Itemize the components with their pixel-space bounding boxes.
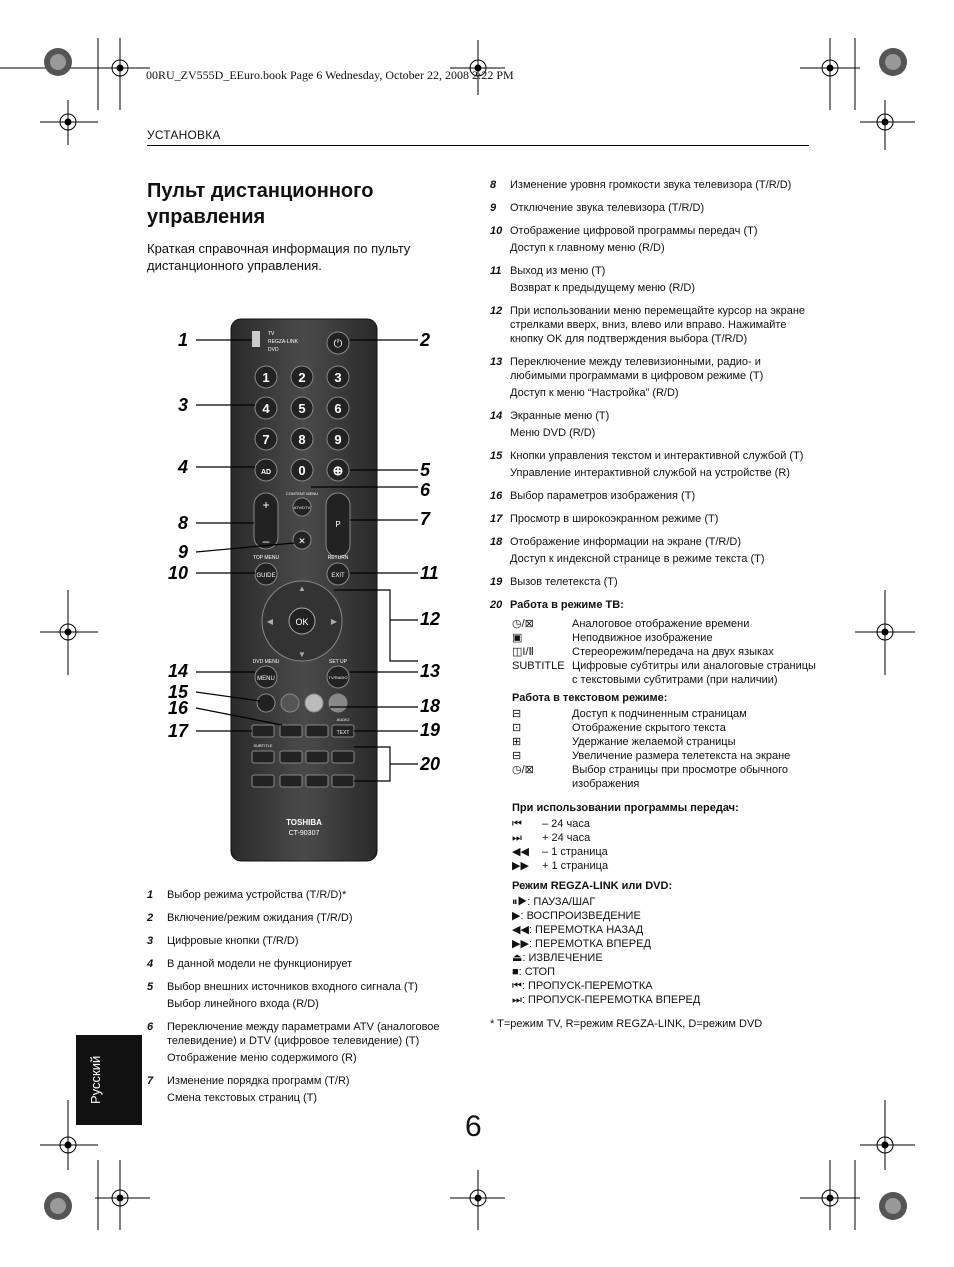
dvd-menu-label: DVD MENU [252,659,280,665]
digit-5: 5 [298,401,306,416]
list-item: 6 Переключение между параметрами ATV (аналоговое телевидение) и DTV (цифровое телевидение) (T) Отображение меню содержимого (R) [147,1021,440,1064]
callout-9: 9 [178,542,189,562]
guide-title: При использовании программы передач: [512,802,739,814]
callout-13: 13 [420,661,441,681]
digit-1: 1 [262,370,270,385]
header-rule [147,145,809,146]
callout-4: 4 [178,457,189,477]
digit-0: 0 [298,463,306,478]
list-item: 11 Выход из меню (T) Возврат к предыдущему меню (R/D) [490,265,695,294]
regza-title: Режим REGZA-LINK или DVD: [512,880,673,892]
text-mode-title: Работа в текстовом режиме: [512,692,668,704]
svg-text:▶: ▶ [330,617,338,626]
list-item: 8 Изменение уровня громкости звука телевизора (T/R/D) [490,179,792,191]
list-item: 2 Включение/режим ожидания (T/R/D) [147,912,353,924]
list-item: 1 Выбор режима устройства (T/R/D)* [147,889,347,901]
book-info: 00RU_ZV555D_EEuro.book Page 6 Wednesday, October 22, 2008 2:22 PM [146,68,514,82]
callout-19: 19 [420,720,441,740]
legend-left [147,888,467,1114]
callout-16: 16 [168,698,189,718]
callout-17: 17 [168,721,189,741]
callout-7: 7 [420,509,431,529]
footnote: * T=режим TV, R=режим REGZA-LINK, D=режим DVD [490,1018,763,1030]
guide-button: GUIDE [256,573,276,579]
digit-8: 8 [298,432,306,447]
svg-text:+: + [262,498,270,512]
list-item: 19 Вызов телетекста (T) [490,576,618,588]
tv-mode-list: ◷/⊠ Аналоговое отображение времени ▣ Неподвижное изображение ◫I/Ⅱ Стереорежим/передача на двух языках SUBTITLE Цифровые субтитры или аналоговые страницы с текстовыми субтитрами (при наличии) Работа в текстовом режиме: ⊟ Доступ к подчиненным страницам ⊡ Отображение скрытого текста ⊞ Удержание желаемой страницы ⊟ Увеличение размера телетекста на экране ◷/⊠ Выбор страницы при просмотре обычного изображения При использовании программы передач: ⏮ – 24 часа ⏭ + 24 часа ◀◀ – 1 страница ▶▶ + 1 страница Режим REGZA-LINK или DVD: ⏸▶: ПАУЗА/ШАГ ▶: ВОСПРОИЗВЕДЕНИЕ ◀◀: ПЕРЕМОТКА НАЗАД ▶▶: ПЕРЕМОТКА ВПЕРЕД ⏏: ИЗВЛЕЧЕНИЕ ■: СТОП ⏮: ПРОПУСК-ПЕРЕМОТКА ⏭: ПРОПУСК-ПЕРЕМОТКА ВПЕРЕД [512,617,820,1007]
ok-button: OK [295,617,309,627]
list-item: 5 Выбор внешних источников входного сигнала (T) Выбор линейного входа (R/D) [147,981,418,1010]
mode-tv-label: TV [268,331,275,337]
callout-6: 6 [420,480,431,500]
list-item: 20 Работа в режиме ТВ: [490,599,624,611]
subtitle-label: SUBTITLE [253,743,273,748]
text-button: TEXT [336,730,350,736]
list-item: 3 Цифровые кнопки (T/R/D) [147,935,299,947]
mode-dvd-label: DVD [268,347,279,353]
legend-right [490,178,820,1007]
callout-3: 3 [178,395,189,415]
digit-3: 3 [334,370,342,385]
callout-18: 18 [420,696,441,716]
svg-text:–: – [262,534,270,548]
list-item: 12 При использовании меню перемещайте курсор на экране стрелками вверх, вниз, влево или вправо. Нажимайте кнопку OK для подтверждения выбора (T/R/D) [490,305,806,345]
svg-text:▼: ▼ [298,650,306,659]
callout-5: 5 [420,460,431,480]
page-number: 6 [465,1110,482,1143]
callout-8: 8 [178,513,189,533]
program-label: P [335,520,341,529]
top-menu-label: TOP MENU [252,555,280,561]
remote-illustration [160,315,460,865]
callout-1: 1 [178,330,189,350]
tv-radio-button: TV/RADIO [328,675,348,680]
audio-label: AUDIO [336,717,350,722]
input-icon: ⊕ [332,463,344,478]
list-item: 4 В данной модели не функционирует [147,958,353,970]
mode-regza-label: REGZA-LINK [268,339,299,345]
list-item: 7 Изменение порядка программ (T/R) Смена текстовых страниц (T) [147,1075,350,1104]
ad-button: AD [260,469,272,476]
page-title: Пульт дистанционного управления [147,180,374,228]
intro-text: Краткая справочная информация по пульту дистанционного управления. [147,241,411,273]
power-icon: ⏻ [333,338,343,350]
callout-11: 11 [420,563,439,583]
setup-label: SET UP [329,659,347,665]
section-title: УСТАНОВКА [147,128,221,142]
list-item: 13 Переключение между телевизионными, радио- и любимыми программами в цифровом режиме (T) Доступ к меню “Настройка” (R/D) [490,356,764,399]
list-item: 16 Выбор параметров изображения (T) [490,490,696,502]
callout-15: 15 [168,682,189,702]
list-item: 18 Отображение информации на экране (T/R/D) Доступ к индексной странице в режиме текста (T) [490,536,765,565]
callout-14: 14 [168,661,189,681]
digit-2: 2 [298,370,306,385]
list-item: 9 Отключение звука телевизора (T/R/D) [490,202,705,214]
callout-10: 10 [168,563,189,583]
callout-12: 12 [420,609,441,629]
atv-dtv-button: ATV/DTV [293,505,311,510]
list-item: 15 Кнопки управления текстом и интерактивной службой (T) Управление интерактивной службой на устройстве (R) [490,450,804,479]
svg-text:◀: ◀ [266,617,274,626]
content-menu-label: CONTENT MENU [285,491,319,496]
callout-20: 20 [420,754,441,774]
return-label: RETURN [327,555,349,561]
digit-9: 9 [334,432,342,447]
list-item: 10 Отображение цифровой программы передач (T) Доступ к главному меню (R/D) [490,225,758,254]
digit-7: 7 [262,432,270,447]
brand-logo: TOSHIBA [286,818,322,827]
mute-icon: ✕ [298,536,306,546]
svg-text:▲: ▲ [298,584,306,593]
digit-4: 4 [262,401,270,416]
callout-2: 2 [420,330,431,350]
model-number: CT-90307 [288,830,320,837]
language-tab-label: Русский [88,1055,103,1105]
list-item: 17 Просмотр в широкоэкранном режиме (T) [490,513,719,525]
menu-button: MENU [257,676,275,682]
digit-6: 6 [334,401,342,416]
exit-button: EXIT [331,573,345,579]
list-item: 14 Экранные меню (T) Меню DVD (R/D) [490,410,610,439]
